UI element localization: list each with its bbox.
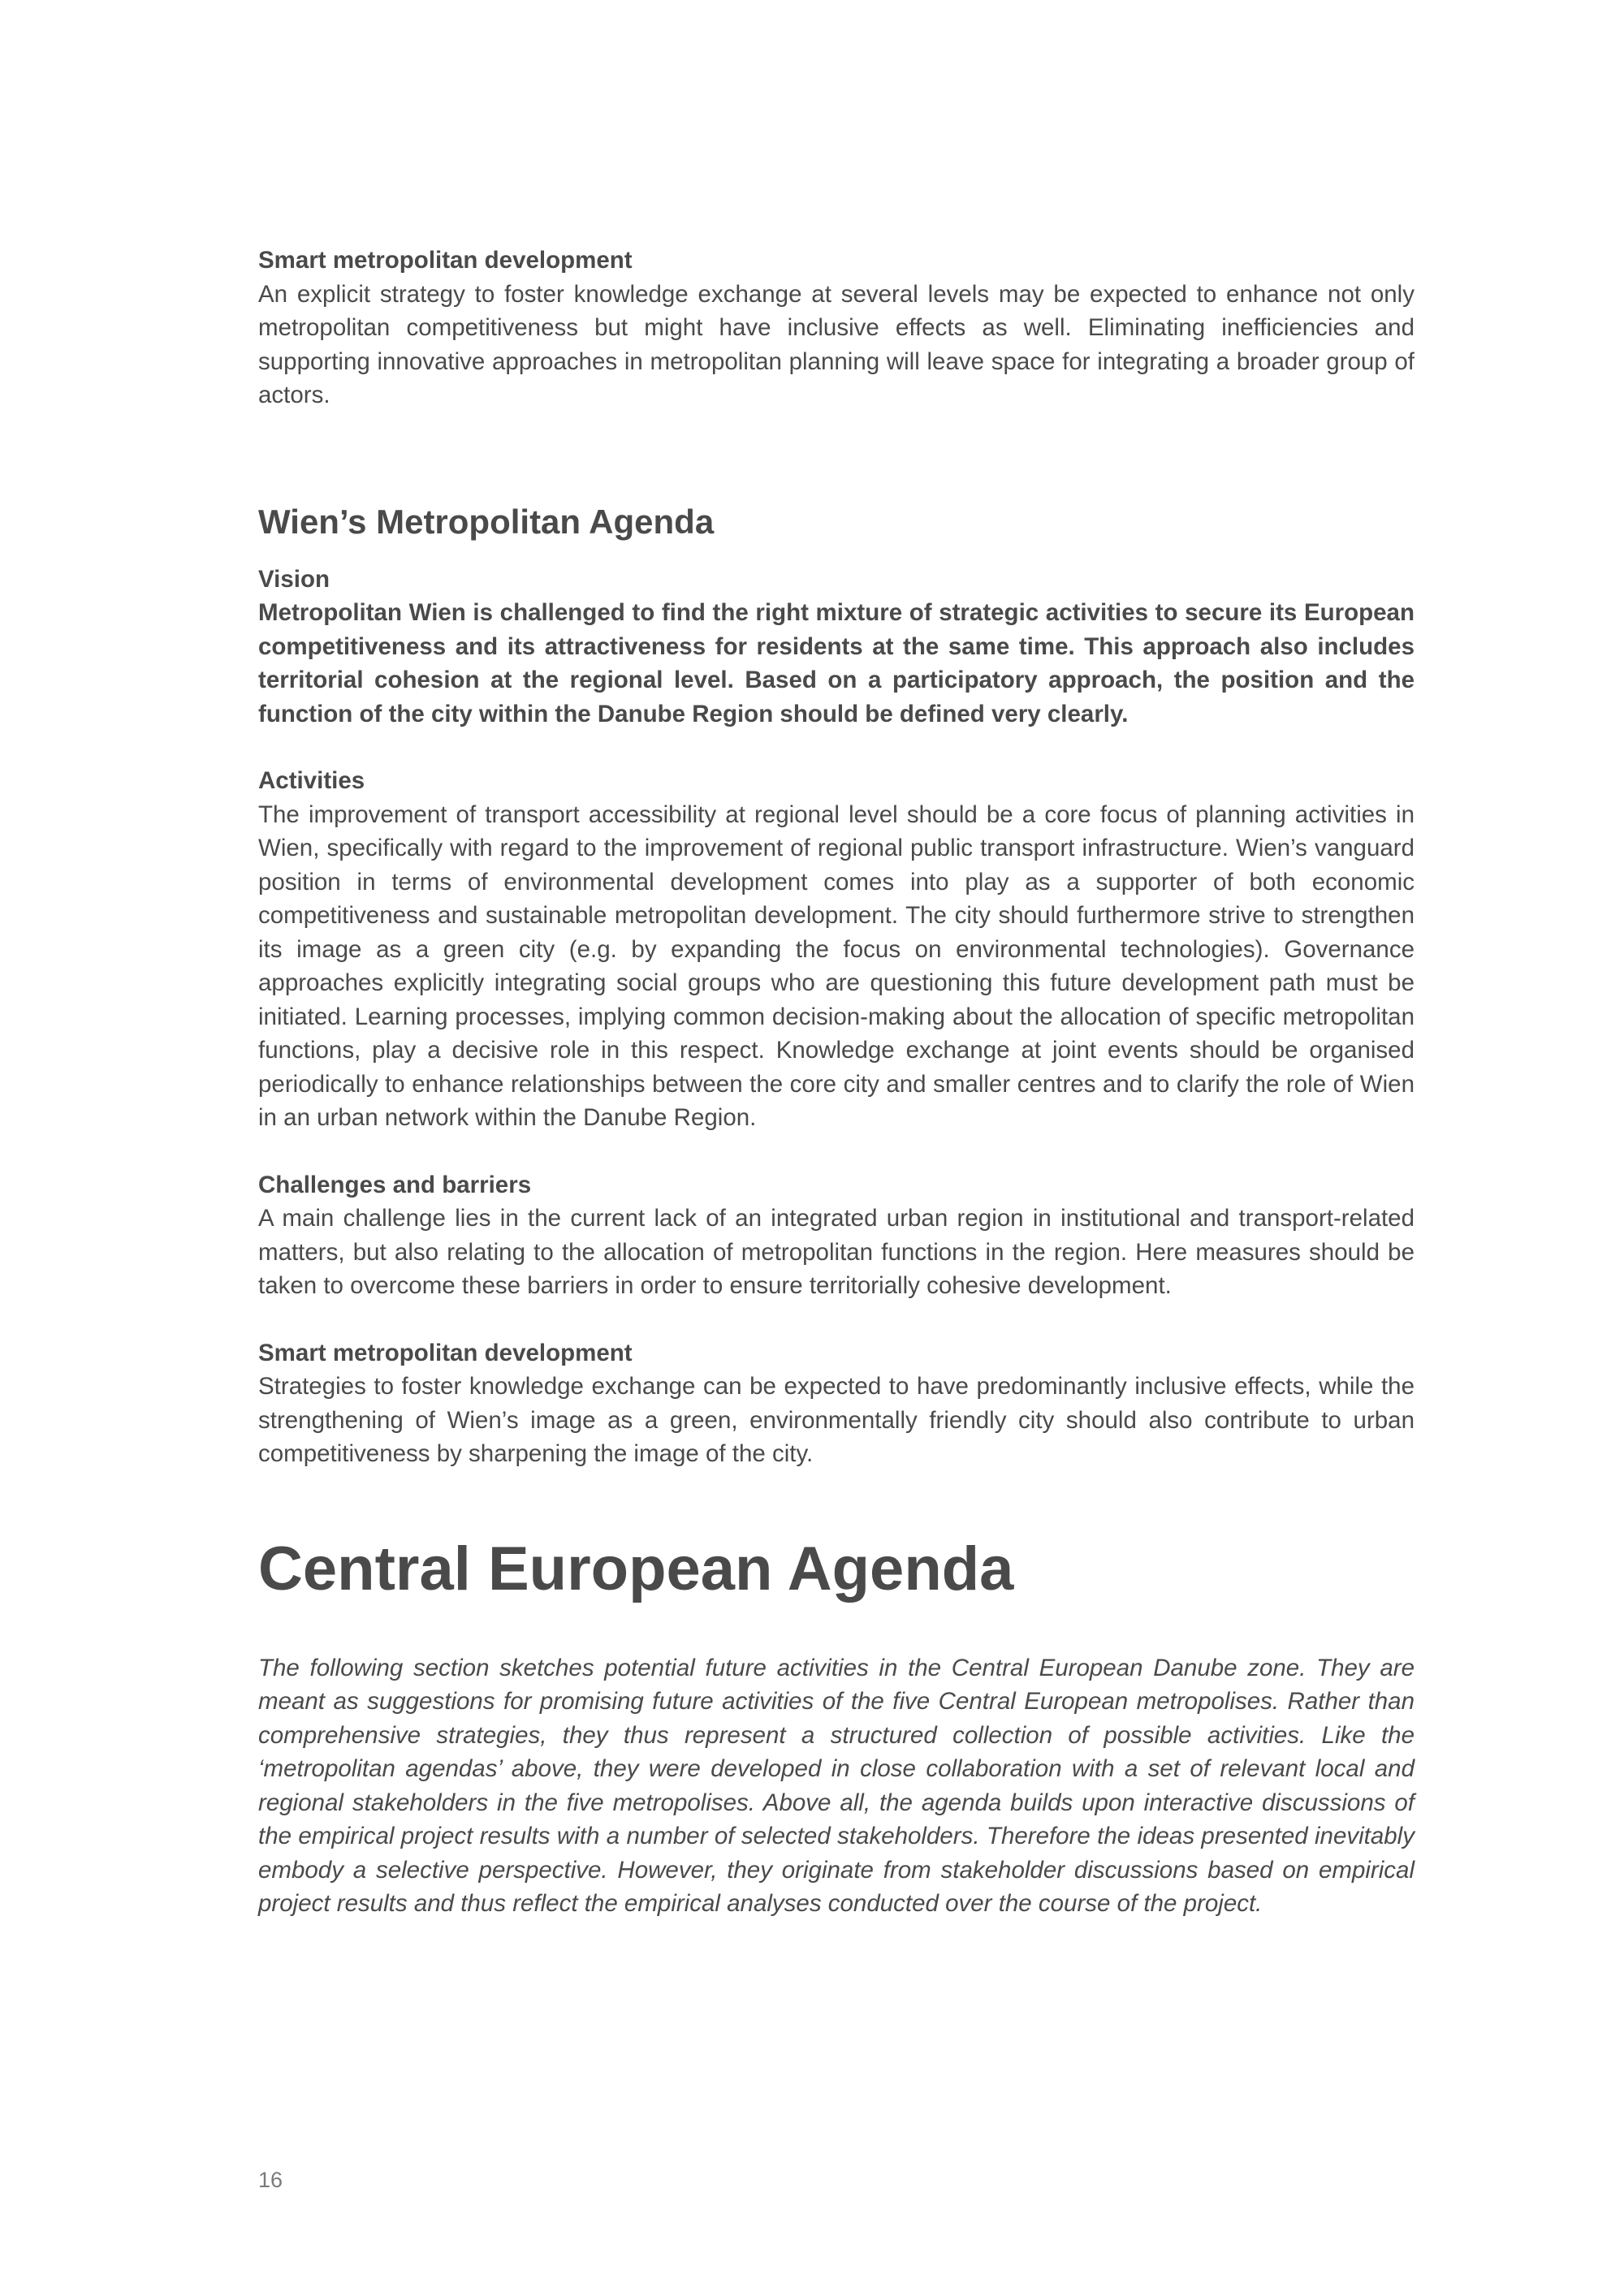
section-smart-development-1 — [258, 244, 1415, 412]
challenges-paragraph: A main challenge lies in the current lack of an integrated urban region in institutional and transport-related matters, but also relating to the allocation of metropolitan functions in the region. Here measures should be taken to overcome these barriers in order to ensure territorially cohesive development. — [258, 1205, 1415, 1299]
section-vision — [258, 563, 1415, 732]
section-heading: Smart metropolitan development — [258, 247, 633, 274]
section-paragraph: An explicit strategy to foster knowledge exchange at several levels may be expected to enhance not only metropolitan competitiveness but might have inclusive effects as well. Eliminating inefficiencies and supporting innovative approaches in metropolitan planning will leave space for integrating a broader group of actors. — [258, 280, 1415, 408]
vision-heading: Vision — [258, 565, 330, 593]
section-smart-development-2 — [258, 1336, 1415, 1471]
wien-agenda-title: Wien’s Metropolitan Agenda — [258, 502, 715, 541]
central-european-agenda-title: Central European Agenda — [258, 1534, 1014, 1603]
section-activities — [258, 764, 1415, 1135]
page-number: 16 — [258, 2168, 283, 2192]
challenges-heading: Challenges and barriers — [258, 1171, 532, 1198]
central-intro-paragraph: The following section sketches potential future activities in the Central European Danube zone. They are meant as suggestions for promising future activities of the five Central European metropolises. Rather than comprehensive strategies, they thus represent a structured collection of possible activities. Like the ‘metropolitan agendas’ above, they were developed in close collaboration with a set of relevant local and regional stakeholders in the five metropolises. Above all, the agenda builds upon interactive discussions of the empirical project results with a number of selected stakeholders. Therefore the ideas presented inevitably embody a selective perspective. However, they originate from stakeholder discussions based on empirical project results and thus reflect the empirical analyses conducted over the course of the project. — [258, 1654, 1415, 1917]
smart-paragraph: Strategies to foster knowledge exchange can be expected to have predominantly inclusive effects, while the strengthening of Wien’s image as a green, environmentally friendly city should also contribute to urban competitiveness by sharpening the image of the city. — [258, 1373, 1415, 1467]
vision-paragraph: Metropolitan Wien is challenged to find the right mixture of strategic activities to secure its European competitiveness and its attractiveness for residents at the same time. This approach also includes territorial cohesion at the regional level. Based on a participatory approach, the position and the function of the city within the Danube Region should be defined very clearly. — [258, 599, 1415, 727]
activities-paragraph: The improvement of transport accessibility at regional level should be a core focus of planning activities in Wien, specifically with regard to the improvement of regional public transport infrastructure. Wien’s vanguard position in terms of environmental development comes into play as a supporter of both economic competitiveness and sustainable metropolitan development. The city should furthermore strive to strengthen its image as a green city (e.g. by expanding the focus on environmental technologies). Governance approaches explicitly integrating social groups who are questioning this future development path must be initiated. Learning processes, implying common decision-making about the allocation of specific metropolitan functions, play a decisive role in this respect. Knowledge exchange at joint events should be organised periodically to enhance relationships between the core city and smaller centres and to clarify the role of Wien in an urban network within the Danube Region. — [258, 801, 1415, 1131]
page-content — [258, 244, 1415, 1921]
section-challenges — [258, 1168, 1415, 1303]
smart-heading: Smart metropolitan development — [258, 1339, 633, 1366]
activities-heading: Activities — [258, 767, 365, 794]
